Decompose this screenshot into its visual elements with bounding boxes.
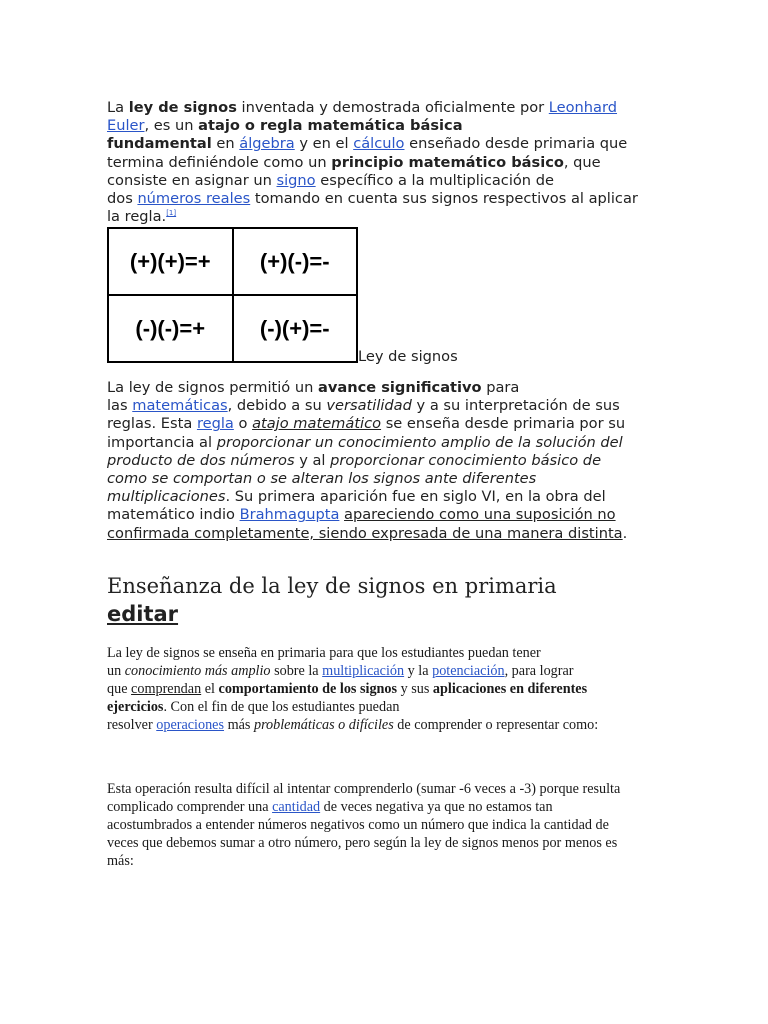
text-line [107, 208, 662, 226]
link-leonhard-euler-cont[interactable]: Euler [107, 117, 145, 135]
italic-term: producto de dos números [107, 451, 295, 469]
link-numeros-reales[interactable]: números reales [137, 190, 251, 208]
reference-link[interactable]: [1] [166, 209, 177, 218]
text: resolver [107, 717, 157, 733]
text: Esta operación resulta difícil al intentar comprenderlo (sumar -6 veces a -3) porque resulta [107, 781, 621, 797]
text: o [233, 415, 253, 433]
table-row [108, 295, 357, 362]
bold-term: avance significativo [317, 379, 482, 396]
text: y sus [397, 681, 433, 697]
link-algebra[interactable]: álgebra [239, 135, 295, 153]
italic-term: conocimiento más amplio [124, 663, 271, 679]
link-regla[interactable]: regla [196, 415, 234, 433]
text: la regla. [107, 208, 167, 226]
text: un [107, 663, 125, 679]
text: para [481, 379, 520, 396]
text-line [107, 525, 662, 543]
bold-term: comportamiento de los signos [218, 681, 398, 697]
underlined-text: apareciendo como una suposición no [344, 506, 616, 524]
text: tomando en cuenta sus signos respectivos al aplicar [250, 190, 638, 208]
text: las [107, 397, 133, 415]
bold-term: atajo o regla matemática básica [198, 117, 463, 135]
link-matematicas[interactable]: matemáticas [132, 397, 228, 415]
link-leonhard-euler[interactable]: Leonhard [548, 99, 618, 116]
table-cell: (+)(+)=+ [108, 228, 233, 295]
text-line [107, 415, 662, 433]
text: . Su primera aparición fue en siglo VI, en la obra del [225, 488, 606, 506]
example-paragraph [107, 780, 662, 870]
text-line [107, 190, 662, 208]
text: reglas. Esta [107, 415, 197, 433]
text-line [107, 135, 662, 153]
text-line [107, 99, 662, 117]
text-line [107, 680, 662, 698]
text: dos [107, 190, 138, 208]
text: acostumbrados a entender números negativos como un número que indica la cantidad de [107, 817, 609, 833]
table-cell: (+)(-)=- [233, 228, 358, 295]
text-line [107, 834, 662, 852]
text: , debido a su [227, 397, 327, 415]
text: y en el [294, 135, 354, 153]
text-line [107, 506, 662, 524]
text: veces que debemos sumar a otro número, pero según la ley de signos menos por menos es [107, 835, 618, 851]
text-line [107, 154, 662, 172]
link-signo[interactable]: signo [276, 171, 316, 189]
bold-term: ley de signos [128, 99, 237, 116]
table-row [108, 228, 357, 295]
text: , que [563, 153, 601, 171]
bold-term: aplicaciones en diferentes [432, 681, 588, 697]
text: La [107, 99, 129, 116]
text-line [107, 816, 662, 834]
text-line [107, 117, 662, 135]
text-line [107, 470, 662, 488]
link-cantidad[interactable]: cantidad [272, 799, 321, 815]
text-line [107, 780, 662, 798]
text-line [107, 379, 662, 397]
italic-underlined-term: atajo matemático [252, 415, 382, 433]
intro-paragraph [107, 99, 662, 226]
italic-term: problemáticas o difíciles [253, 717, 394, 733]
text: y la [404, 663, 433, 679]
text: La ley de signos permitió un [107, 379, 318, 396]
text-line [107, 716, 662, 734]
text-line [107, 452, 662, 470]
text-line [107, 434, 662, 452]
italic-term: proporcionar conocimiento básico de [330, 451, 602, 469]
text: específico a la multiplicación de [315, 171, 554, 189]
text-line [107, 662, 662, 680]
figure-caption: Ley de signos [358, 348, 458, 365]
text: , es un [144, 117, 199, 135]
text: inventada y demostrada oficialmente por [236, 99, 549, 116]
bold-term: principio matemático básico [331, 153, 564, 171]
text: el [201, 681, 219, 697]
text: más: [107, 853, 134, 869]
text: matemático indio [107, 506, 240, 524]
edit-section-link[interactable]: editar [107, 602, 179, 626]
link-brahmagupta[interactable]: Brahmagupta [239, 506, 340, 524]
text: termina definiéndole como un [107, 153, 332, 171]
text-line [107, 644, 662, 662]
text-line [107, 798, 662, 816]
section-heading: Enseñanza de la ley de signos en primaria [107, 574, 557, 598]
teaching-paragraph [107, 644, 662, 734]
text: que [107, 681, 132, 697]
table-cell: (-)(-)=+ [108, 295, 233, 362]
link-operaciones[interactable]: operaciones [156, 717, 225, 733]
history-paragraph [107, 379, 662, 543]
italic-term: proporcionar un conocimiento amplio de la solución del [216, 433, 623, 451]
underlined-text: confirmada completamente, siendo expresada de una manera distinta [107, 524, 623, 542]
underlined-text: comprendan [131, 681, 202, 697]
text: La ley de signos se enseña en primaria para que los estudiantes puedan tener [107, 645, 541, 661]
text: consiste en asignar un [107, 171, 277, 189]
link-multiplicacion[interactable]: multiplicación [322, 663, 405, 679]
italic-term: versatilidad [326, 397, 412, 415]
italic-term: como se comportan o se alteran los signos ante diferentes [107, 470, 537, 488]
text: , para lograr [504, 663, 574, 679]
text: enseñado desde primaria que [404, 135, 628, 153]
link-potenciacion[interactable]: potenciación [432, 663, 505, 679]
text: complicado comprender una [107, 799, 273, 815]
text: sobre la [270, 663, 323, 679]
bold-term: fundamental [107, 135, 212, 153]
text: más [224, 717, 254, 733]
link-calculo[interactable]: cálculo [353, 135, 405, 153]
signs-table [107, 227, 358, 363]
text: de veces negativa ya que no estamos tan [320, 799, 553, 815]
bold-term: ejercicios [107, 699, 164, 715]
text-line [107, 397, 662, 415]
text-line [107, 172, 662, 190]
text-line [107, 852, 662, 870]
text-line [107, 488, 662, 506]
text: . Con el fin de que los estudiantes puedan [163, 699, 400, 715]
text-line [107, 698, 662, 716]
signs-figure [107, 227, 358, 363]
text: y al [294, 451, 331, 469]
table-cell: (-)(+)=- [233, 295, 358, 362]
italic-term: multiplicaciones [107, 488, 226, 506]
text: en [211, 135, 240, 153]
text: se enseña desde primaria por su [381, 415, 626, 433]
text: y a su interpretación de sus [411, 397, 620, 415]
text: . [622, 524, 628, 542]
text: importancia al [107, 433, 217, 451]
text: de comprender o representar como: [393, 717, 599, 733]
